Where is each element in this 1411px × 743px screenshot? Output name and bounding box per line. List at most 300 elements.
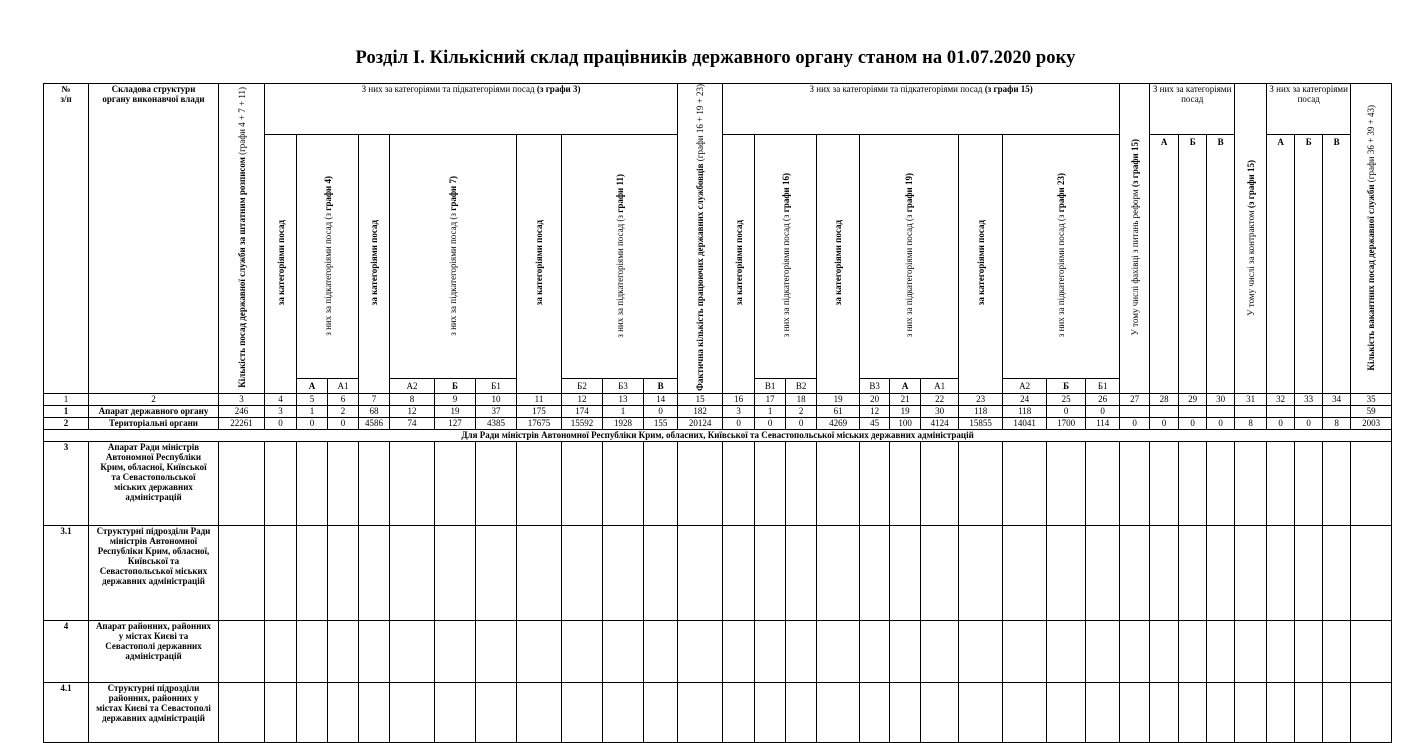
value-cell: 74 bbox=[390, 417, 435, 429]
value-cell: 182 bbox=[678, 405, 723, 417]
row-name: Апарат Ради міністрів Автономної Республіки Крим, обласної, Київської та Севастопольської міських державних адміністрацій bbox=[89, 441, 219, 525]
value-cell: 0 bbox=[1295, 417, 1323, 429]
empty-cell bbox=[328, 441, 359, 525]
empty-cell bbox=[328, 620, 359, 682]
empty-cell bbox=[755, 441, 786, 525]
row-number: 1 bbox=[44, 405, 89, 417]
value-cell bbox=[1295, 405, 1323, 417]
col-header-sub-11: з них за підкатегоріями посад (з графи 11) bbox=[562, 135, 678, 379]
col-letter-contract-v: В bbox=[1323, 135, 1351, 394]
empty-cell bbox=[603, 620, 644, 682]
empty-cell bbox=[390, 441, 435, 525]
col-header-structure: Складова структури органу виконавчої влади bbox=[89, 84, 219, 394]
empty-cell bbox=[1323, 525, 1351, 620]
row-number: 3.1 bbox=[44, 525, 89, 620]
value-cell: 4124 bbox=[921, 417, 959, 429]
col-header-cat-16: за категоріями посад bbox=[723, 135, 755, 394]
empty-cell bbox=[1295, 682, 1323, 742]
value-cell: 59 bbox=[1351, 405, 1392, 417]
column-number: 1 bbox=[44, 393, 89, 405]
empty-cell bbox=[603, 525, 644, 620]
col-letter-contract-a: А bbox=[1267, 135, 1295, 394]
value-cell: 0 bbox=[297, 417, 328, 429]
empty-cell bbox=[921, 441, 959, 525]
column-numbers-row bbox=[44, 393, 1392, 405]
col-letter-reform-v: В bbox=[1207, 135, 1235, 394]
empty-cell bbox=[644, 525, 678, 620]
value-cell: 0 bbox=[1267, 417, 1295, 429]
empty-cell bbox=[1323, 682, 1351, 742]
value-cell: 4269 bbox=[817, 417, 860, 429]
value-cell: 20124 bbox=[678, 417, 723, 429]
empty-cell bbox=[1003, 682, 1047, 742]
column-number: 4 bbox=[265, 393, 297, 405]
row-number: 3 bbox=[44, 441, 89, 525]
column-number: 35 bbox=[1351, 393, 1392, 405]
page-title: Розділ І. Кількісний склад працівників державного органу станом на 01.07.2020 року bbox=[355, 48, 1076, 68]
empty-cell bbox=[755, 682, 786, 742]
letter-cell: А bbox=[297, 378, 328, 393]
value-cell: 0 bbox=[755, 417, 786, 429]
empty-cell bbox=[265, 441, 297, 525]
empty-cell bbox=[1351, 441, 1392, 525]
value-cell: 0 bbox=[265, 417, 297, 429]
empty-cell bbox=[1003, 525, 1047, 620]
column-number: 27 bbox=[1120, 393, 1150, 405]
column-number: 6 bbox=[328, 393, 359, 405]
column-number: 2 bbox=[89, 393, 219, 405]
letter-cell: Б1 bbox=[476, 378, 517, 393]
empty-cell bbox=[1207, 441, 1235, 525]
empty-cell bbox=[1235, 525, 1267, 620]
empty-cell bbox=[1295, 441, 1323, 525]
letter-cell: Б bbox=[435, 378, 476, 393]
empty-cell bbox=[359, 441, 390, 525]
value-cell: 4586 bbox=[359, 417, 390, 429]
col-header-vacant: Кількість вакантних посад державної служби (графи 36 + 39 + 43) bbox=[1351, 84, 1392, 394]
empty-cell bbox=[959, 682, 1003, 742]
table-row bbox=[44, 441, 1392, 525]
row-number: 4 bbox=[44, 620, 89, 682]
empty-cell bbox=[786, 682, 817, 742]
empty-cell bbox=[1086, 441, 1120, 525]
letter-cell: В2 bbox=[786, 378, 817, 393]
empty-cell bbox=[265, 682, 297, 742]
empty-cell bbox=[678, 525, 723, 620]
value-cell: 0 bbox=[723, 417, 755, 429]
empty-cell bbox=[562, 682, 603, 742]
empty-cell bbox=[1267, 441, 1295, 525]
value-cell: 2003 bbox=[1351, 417, 1392, 429]
empty-cell bbox=[517, 525, 562, 620]
column-number: 19 bbox=[817, 393, 860, 405]
col-group-reform-categories: З них за категоріями посад bbox=[1150, 84, 1235, 135]
column-number: 23 bbox=[959, 393, 1003, 405]
empty-cell bbox=[723, 620, 755, 682]
empty-cell bbox=[817, 682, 860, 742]
value-cell: 2 bbox=[328, 405, 359, 417]
value-cell: 0 bbox=[328, 417, 359, 429]
column-number: 26 bbox=[1086, 393, 1120, 405]
empty-cell bbox=[890, 441, 921, 525]
row-name: Структурні підрозділи Ради міністрів Автономної Республіки Крим, обласної, Київської та Севастопольської міських державних адміністрацій bbox=[89, 525, 219, 620]
column-number: 28 bbox=[1150, 393, 1179, 405]
empty-cell bbox=[297, 620, 328, 682]
value-cell: 12 bbox=[860, 405, 890, 417]
empty-cell bbox=[860, 441, 890, 525]
empty-cell bbox=[562, 525, 603, 620]
empty-cell bbox=[1120, 620, 1150, 682]
empty-cell bbox=[476, 441, 517, 525]
value-cell: 15592 bbox=[562, 417, 603, 429]
empty-cell bbox=[959, 620, 1003, 682]
col-header-positions-total: Кількість посад державної служби за штатним розписом (графи 4 + 7 + 11) bbox=[219, 84, 265, 394]
empty-cell bbox=[359, 682, 390, 742]
data-rows bbox=[44, 405, 1392, 742]
col-letter-contract-b: Б bbox=[1295, 135, 1323, 394]
empty-cell bbox=[1207, 525, 1235, 620]
column-number: 17 bbox=[755, 393, 786, 405]
column-number: 11 bbox=[517, 393, 562, 405]
empty-cell bbox=[786, 525, 817, 620]
empty-cell bbox=[265, 525, 297, 620]
empty-cell bbox=[1179, 620, 1207, 682]
column-number: 31 bbox=[1235, 393, 1267, 405]
table-row bbox=[44, 682, 1392, 742]
column-number: 33 bbox=[1295, 393, 1323, 405]
value-cell bbox=[1150, 405, 1179, 417]
value-cell: 1928 bbox=[603, 417, 644, 429]
empty-cell bbox=[435, 441, 476, 525]
empty-cell bbox=[786, 620, 817, 682]
empty-cell bbox=[755, 525, 786, 620]
empty-cell bbox=[1323, 620, 1351, 682]
value-cell: 14041 bbox=[1003, 417, 1047, 429]
empty-cell bbox=[435, 682, 476, 742]
value-cell: 2 bbox=[786, 405, 817, 417]
row-name: Територіальні органи bbox=[89, 417, 219, 429]
value-cell: 0 bbox=[644, 405, 678, 417]
empty-cell bbox=[890, 525, 921, 620]
empty-cell bbox=[1003, 441, 1047, 525]
empty-cell bbox=[678, 682, 723, 742]
empty-cell bbox=[219, 441, 265, 525]
value-cell: 61 bbox=[817, 405, 860, 417]
empty-cell bbox=[517, 620, 562, 682]
value-cell bbox=[1120, 405, 1150, 417]
empty-cell bbox=[817, 620, 860, 682]
col-header-cat-4: за категоріями посад bbox=[265, 135, 297, 394]
table-row bbox=[44, 405, 1392, 417]
empty-cell bbox=[1295, 620, 1323, 682]
table-row bbox=[44, 620, 1392, 682]
empty-cell bbox=[219, 525, 265, 620]
letter-cell: В3 bbox=[860, 378, 890, 393]
value-cell: 127 bbox=[435, 417, 476, 429]
value-cell: 19 bbox=[890, 405, 921, 417]
letter-cell: Б2 bbox=[562, 378, 603, 393]
letter-cell: А1 bbox=[921, 378, 959, 393]
empty-cell bbox=[435, 525, 476, 620]
value-cell: 8 bbox=[1323, 417, 1351, 429]
column-number: 14 bbox=[644, 393, 678, 405]
value-cell: 174 bbox=[562, 405, 603, 417]
empty-cell bbox=[517, 682, 562, 742]
letter-cell: Б1 bbox=[1086, 378, 1120, 393]
letter-cell: А1 bbox=[328, 378, 359, 393]
value-cell bbox=[1207, 405, 1235, 417]
empty-cell bbox=[1150, 441, 1179, 525]
column-number: 34 bbox=[1323, 393, 1351, 405]
empty-cell bbox=[1207, 682, 1235, 742]
row-name: Структурні підрозділи районних, районних у містах Києві та Севастополі державних адміністрацій bbox=[89, 682, 219, 742]
table-row bbox=[44, 417, 1392, 429]
empty-cell bbox=[1207, 620, 1235, 682]
empty-cell bbox=[562, 441, 603, 525]
value-cell: 37 bbox=[476, 405, 517, 417]
value-cell bbox=[1179, 405, 1207, 417]
empty-cell bbox=[959, 525, 1003, 620]
empty-cell bbox=[1086, 525, 1120, 620]
value-cell: 0 bbox=[1179, 417, 1207, 429]
value-cell: 118 bbox=[1003, 405, 1047, 417]
empty-cell bbox=[265, 620, 297, 682]
col-letter-reform-b: Б bbox=[1179, 135, 1207, 394]
empty-cell bbox=[297, 682, 328, 742]
row-name: Апарат державного органу bbox=[89, 405, 219, 417]
empty-cell bbox=[1120, 682, 1150, 742]
empty-cell bbox=[1047, 441, 1086, 525]
value-cell: 246 bbox=[219, 405, 265, 417]
empty-cell bbox=[1235, 682, 1267, 742]
empty-cell bbox=[359, 620, 390, 682]
empty-cell bbox=[297, 525, 328, 620]
col-header-contract: У тому числі за контрактом (з графи 15) bbox=[1235, 84, 1267, 394]
column-number: 21 bbox=[890, 393, 921, 405]
col-header-sub-4: з них за підкатегоріями посад (з графи 4) bbox=[297, 135, 359, 379]
empty-cell bbox=[297, 441, 328, 525]
letter-cell: А2 bbox=[1003, 378, 1047, 393]
col-header-sub-19: з них за підкатегоріями посад (з графи 19) bbox=[860, 135, 959, 379]
empty-cell bbox=[1047, 525, 1086, 620]
column-number: 24 bbox=[1003, 393, 1047, 405]
section-banner-row bbox=[44, 429, 1392, 441]
row-name: Апарат районних, районних у містах Києві та Севастополі державних адміністрацій bbox=[89, 620, 219, 682]
col-header-cat-19: за категоріями посад bbox=[817, 135, 860, 394]
column-number: 20 bbox=[860, 393, 890, 405]
value-cell: 4385 bbox=[476, 417, 517, 429]
value-cell: 1 bbox=[603, 405, 644, 417]
empty-cell bbox=[1235, 620, 1267, 682]
empty-cell bbox=[1179, 441, 1207, 525]
column-number: 8 bbox=[390, 393, 435, 405]
empty-cell bbox=[860, 682, 890, 742]
section-banner: Для Ради міністрів Автономної Республіки Крим, обласних, Київської та Севастопольської міських державних адміністрацій bbox=[44, 429, 1392, 441]
value-cell: 1700 bbox=[1047, 417, 1086, 429]
empty-cell bbox=[328, 525, 359, 620]
empty-cell bbox=[860, 525, 890, 620]
value-cell: 15855 bbox=[959, 417, 1003, 429]
value-cell bbox=[1323, 405, 1351, 417]
value-cell: 0 bbox=[1150, 417, 1179, 429]
value-cell: 3 bbox=[265, 405, 297, 417]
letter-cell: Б bbox=[1047, 378, 1086, 393]
empty-cell bbox=[921, 525, 959, 620]
empty-cell bbox=[390, 525, 435, 620]
column-number: 9 bbox=[435, 393, 476, 405]
empty-cell bbox=[603, 682, 644, 742]
empty-cell bbox=[603, 441, 644, 525]
empty-cell bbox=[1086, 620, 1120, 682]
column-number: 10 bbox=[476, 393, 517, 405]
empty-cell bbox=[1295, 525, 1323, 620]
empty-cell bbox=[723, 525, 755, 620]
empty-cell bbox=[786, 441, 817, 525]
col-header-cat-11: за категоріями посад bbox=[517, 135, 562, 394]
empty-cell bbox=[1351, 682, 1392, 742]
empty-cell bbox=[390, 620, 435, 682]
empty-cell bbox=[817, 441, 860, 525]
empty-cell bbox=[1351, 620, 1392, 682]
empty-cell bbox=[1323, 441, 1351, 525]
value-cell: 0 bbox=[786, 417, 817, 429]
letter-cell: А2 bbox=[390, 378, 435, 393]
letter-cell: В bbox=[644, 378, 678, 393]
col-header-cat-23: за категоріями посад bbox=[959, 135, 1003, 394]
value-cell: 3 bbox=[723, 405, 755, 417]
value-cell: 1 bbox=[297, 405, 328, 417]
empty-cell bbox=[921, 620, 959, 682]
empty-cell bbox=[817, 525, 860, 620]
empty-cell bbox=[562, 620, 603, 682]
empty-cell bbox=[390, 682, 435, 742]
empty-cell bbox=[1120, 525, 1150, 620]
value-cell: 0 bbox=[1047, 405, 1086, 417]
value-cell: 175 bbox=[517, 405, 562, 417]
empty-cell bbox=[644, 682, 678, 742]
value-cell: 118 bbox=[959, 405, 1003, 417]
col-group-contract-categories: З них за категоріями посад bbox=[1267, 84, 1351, 135]
empty-cell bbox=[1047, 620, 1086, 682]
empty-cell bbox=[219, 620, 265, 682]
empty-cell bbox=[644, 441, 678, 525]
col-header-sub-7: з них за підкатегоріями посад (з графи 7) bbox=[390, 135, 517, 379]
empty-cell bbox=[1150, 525, 1179, 620]
value-cell: 0 bbox=[1207, 417, 1235, 429]
empty-cell bbox=[860, 620, 890, 682]
empty-cell bbox=[644, 620, 678, 682]
col-group-categories-3: З них за категоріями та підкатегоріями посад (з графи 3) bbox=[265, 84, 678, 135]
column-number: 16 bbox=[723, 393, 755, 405]
letter-cell: Б3 bbox=[603, 378, 644, 393]
col-header-sub-23: з них за підкатегоріями посад (з графи 23) bbox=[1003, 135, 1120, 379]
empty-cell bbox=[1179, 525, 1207, 620]
empty-cell bbox=[921, 682, 959, 742]
column-number: 15 bbox=[678, 393, 723, 405]
empty-cell bbox=[1047, 682, 1086, 742]
empty-cell bbox=[678, 620, 723, 682]
column-number: 22 bbox=[921, 393, 959, 405]
value-cell: 155 bbox=[644, 417, 678, 429]
empty-cell bbox=[1235, 441, 1267, 525]
value-cell: 1 bbox=[755, 405, 786, 417]
col-header-reform-specialists: У тому числі фахівці з питань реформ (з графи 15) bbox=[1120, 84, 1150, 394]
empty-cell bbox=[1086, 682, 1120, 742]
value-cell: 30 bbox=[921, 405, 959, 417]
column-number: 32 bbox=[1267, 393, 1295, 405]
col-header-sub-16: з них за підкатегоріями посад (з графи 16) bbox=[755, 135, 817, 379]
column-number: 18 bbox=[786, 393, 817, 405]
empty-cell bbox=[723, 682, 755, 742]
value-cell bbox=[1267, 405, 1295, 417]
value-cell: 100 bbox=[890, 417, 921, 429]
value-cell: 19 bbox=[435, 405, 476, 417]
col-group-categories-15: З них за категоріями та підкатегоріями посад (з графи 15) bbox=[723, 84, 1120, 135]
value-cell bbox=[1235, 405, 1267, 417]
empty-cell bbox=[1267, 525, 1295, 620]
value-cell: 22261 bbox=[219, 417, 265, 429]
value-cell: 114 bbox=[1086, 417, 1120, 429]
column-number: 7 bbox=[359, 393, 390, 405]
empty-cell bbox=[1179, 682, 1207, 742]
empty-cell bbox=[723, 441, 755, 525]
empty-cell bbox=[476, 525, 517, 620]
empty-cell bbox=[959, 441, 1003, 525]
empty-cell bbox=[476, 620, 517, 682]
column-number: 13 bbox=[603, 393, 644, 405]
column-number: 25 bbox=[1047, 393, 1086, 405]
column-number: 29 bbox=[1179, 393, 1207, 405]
empty-cell bbox=[1150, 682, 1179, 742]
col-letter-reform-a: А bbox=[1150, 135, 1179, 394]
column-number: 12 bbox=[562, 393, 603, 405]
empty-cell bbox=[890, 620, 921, 682]
empty-cell bbox=[755, 620, 786, 682]
value-cell: 12 bbox=[390, 405, 435, 417]
empty-cell bbox=[476, 682, 517, 742]
empty-cell bbox=[1003, 620, 1047, 682]
value-cell: 68 bbox=[359, 405, 390, 417]
empty-cell bbox=[890, 682, 921, 742]
empty-cell bbox=[219, 682, 265, 742]
value-cell: 17675 bbox=[517, 417, 562, 429]
staff-composition-table bbox=[43, 83, 1392, 743]
letter-cell: В1 bbox=[755, 378, 786, 393]
empty-cell bbox=[1150, 620, 1179, 682]
empty-cell bbox=[517, 441, 562, 525]
column-number: 5 bbox=[297, 393, 328, 405]
empty-cell bbox=[1267, 620, 1295, 682]
value-cell: 45 bbox=[860, 417, 890, 429]
column-number: 30 bbox=[1207, 393, 1235, 405]
empty-cell bbox=[1120, 441, 1150, 525]
value-cell: 0 bbox=[1120, 417, 1150, 429]
empty-cell bbox=[1351, 525, 1392, 620]
col-header-cat-7: за категоріями посад bbox=[359, 135, 390, 394]
row-number: 4.1 bbox=[44, 682, 89, 742]
column-number: 3 bbox=[219, 393, 265, 405]
table-row bbox=[44, 525, 1392, 620]
row-number: 2 bbox=[44, 417, 89, 429]
empty-cell bbox=[1267, 682, 1295, 742]
empty-cell bbox=[678, 441, 723, 525]
empty-cell bbox=[435, 620, 476, 682]
value-cell: 8 bbox=[1235, 417, 1267, 429]
col-header-actual-count: Фактична кількість працюючих державних службовців (графи 16 + 19 + 23) bbox=[678, 84, 723, 394]
empty-cell bbox=[328, 682, 359, 742]
value-cell: 0 bbox=[1086, 405, 1120, 417]
empty-cell bbox=[359, 525, 390, 620]
